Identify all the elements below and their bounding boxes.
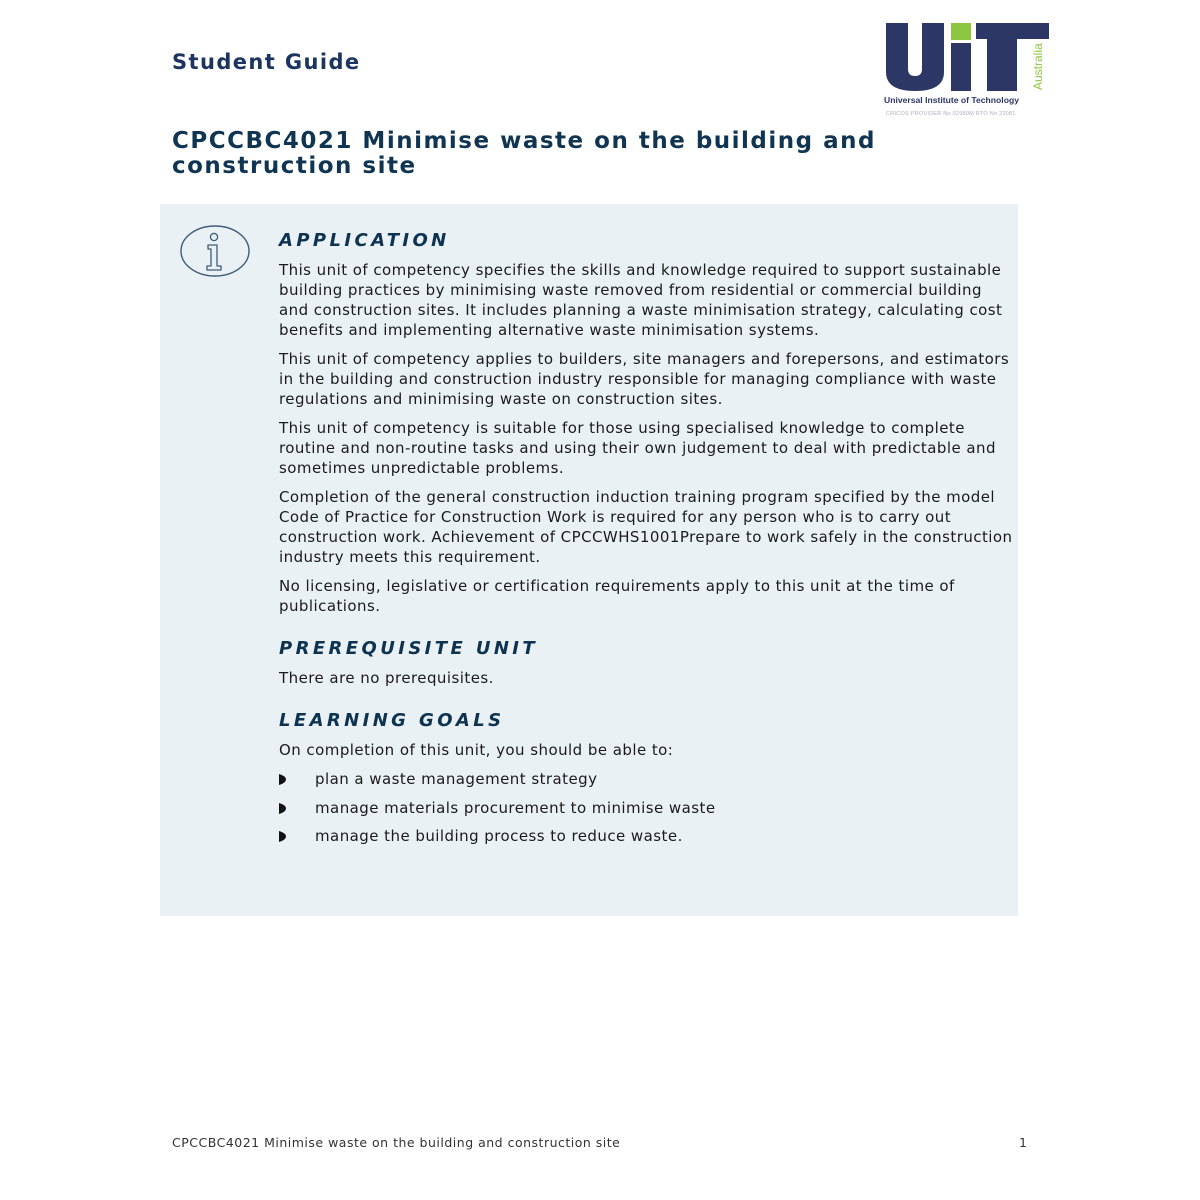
footer-document-title: CPCCBC4021 Minimise waste on the building and construction site: [172, 1135, 621, 1150]
header-title: Student Guide: [172, 50, 361, 74]
list-item-text: plan a waste management strategy: [315, 770, 598, 788]
application-paragraph: Completion of the general construction induction training program specified by the model Code of Practice for Construction Work is required for any person who is to carry out construction work. Achievement of CPCCWHS1001Prepare to work safely in the construction industry meets this requirement.: [279, 488, 1013, 566]
application-paragraph: No licensing, legislative or certification requirements apply to this unit at the time of publications.: [279, 577, 955, 615]
application-heading: APPLICATION: [279, 230, 450, 251]
list-item-text: manage materials procurement to minimise waste: [315, 798, 716, 817]
uit-logo-mark: [884, 20, 1054, 95]
bullet-icon: [279, 803, 286, 814]
logo-registration: CRICOS PROVIDER No 02980M RTO No 22081: [886, 111, 1016, 117]
learning-goals-intro: On completion of this unit, you should be able to:: [279, 741, 674, 759]
list-item-text: manage the building process to reduce waste.: [315, 827, 683, 846]
learning-goals-list: [279, 769, 1014, 846]
info-icon: [178, 222, 252, 280]
logo-country-text: Australia: [1031, 43, 1045, 90]
application-paragraph: This unit of competency applies to builders, site managers and forepersons, and estimators in the building and construction industry responsible for managing compliance with waste regulations and minimising waste on construction sites.: [279, 350, 1010, 408]
list-item: [279, 798, 1014, 818]
prerequisite-heading: PREREQUISITE UNIT: [279, 638, 539, 659]
prerequisite-text: There are no prerequisites.: [279, 669, 494, 687]
bullet-icon: [279, 774, 286, 785]
footer-page-number: 1: [1019, 1135, 1027, 1150]
document-title: CPCCBC4021 Minimise waste on the building and construction site: [172, 128, 876, 179]
logo-institute-name: Universal Institute of Technology: [884, 95, 1019, 105]
list-item: [279, 826, 1014, 846]
list-item: [279, 769, 1014, 789]
uit-logo: [884, 20, 1054, 120]
application-paragraph: This unit of competency specifies the skills and knowledge required to support sustainable building practices by minimising waste removed from residential or commercial building and construction sites. It includes planning a waste minimisation strategy, calculating cost benefits and implementing alternative waste minimisation systems.: [279, 261, 1003, 339]
bullet-icon: [279, 831, 286, 842]
learning-goals-heading: LEARNING GOALS: [279, 710, 505, 731]
main-content: [279, 226, 1014, 855]
application-paragraph: This unit of competency is suitable for those using specialised knowledge to complete routine and non-routine tasks and using their own judgement to deal with predictable and sometimes unpredictable problems.: [279, 419, 996, 477]
